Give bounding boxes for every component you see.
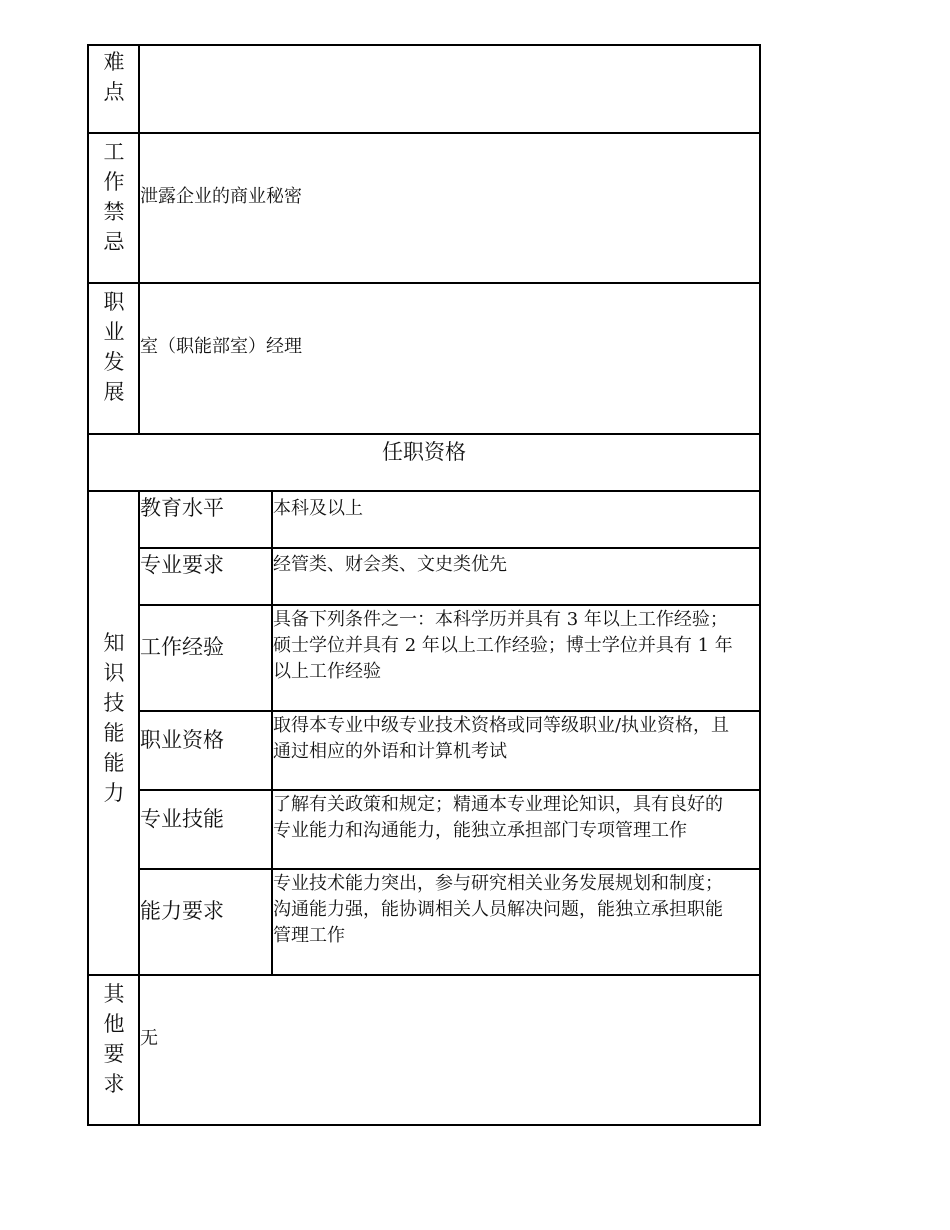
major-label: 专业要求	[140, 553, 224, 577]
row-divider	[87, 282, 761, 284]
major-value: 经管类、财会类、文史类优先	[273, 554, 507, 575]
education-value: 本科及以上	[273, 498, 363, 519]
sub-row-divider	[138, 789, 761, 791]
career-label: 职 业 发 展	[103, 290, 125, 404]
table-border-right	[759, 44, 761, 1126]
table-border-top	[87, 44, 761, 46]
sub-row-divider	[138, 547, 761, 549]
experience-label: 工作经验	[140, 635, 224, 659]
certification-value: 取得本专业中级专业技术资格或同等级职业/执业资格，且 通过相应的外语和计算机考试	[273, 715, 730, 762]
row-divider	[87, 132, 761, 134]
qualifications-title: 任职资格	[382, 440, 466, 464]
ability-label: 能力要求	[140, 899, 224, 923]
education-label: 教育水平	[140, 496, 224, 520]
career-content: 室（职能部室）经理	[140, 336, 302, 357]
sub-row-divider	[138, 604, 761, 606]
professional-skills-label: 专业技能	[140, 807, 224, 831]
prohibitions-label: 工 作 禁 忌	[103, 140, 125, 254]
professional-skills-value: 了解有关政策和规定；精通本专业理论知识，具有良好的 专业能力和沟通能力，能独立承担部门专项管理工作	[273, 794, 723, 841]
row-divider	[87, 433, 761, 435]
certification-label: 职业资格	[140, 728, 224, 752]
row-divider	[87, 490, 761, 492]
table-border-bottom	[87, 1124, 761, 1126]
other-requirements-label: 其 他 要 求	[103, 982, 125, 1096]
ability-value: 专业技术能力突出，参与研究相关业务发展规划和制度； 沟通能力强，能协调相关人员解决问题，能独立承担职能 管理工作	[273, 873, 723, 946]
sub-row-divider	[138, 710, 761, 712]
difficulty-label: 难 点	[103, 50, 125, 104]
knowledge-skills-label: 知 识 技 能 能 力	[103, 631, 125, 805]
sub-row-divider	[138, 868, 761, 870]
other-requirements-content: 无	[140, 1028, 158, 1049]
experience-value: 具备下列条件之一：本科学历并具有 3 年以上工作经验； 硕士学位并具有 2 年以上工作经验；博士学位并具有 1 年 以上工作经验	[273, 609, 733, 682]
row-divider	[87, 974, 761, 976]
prohibitions-content: 泄露企业的商业秘密	[140, 186, 302, 207]
